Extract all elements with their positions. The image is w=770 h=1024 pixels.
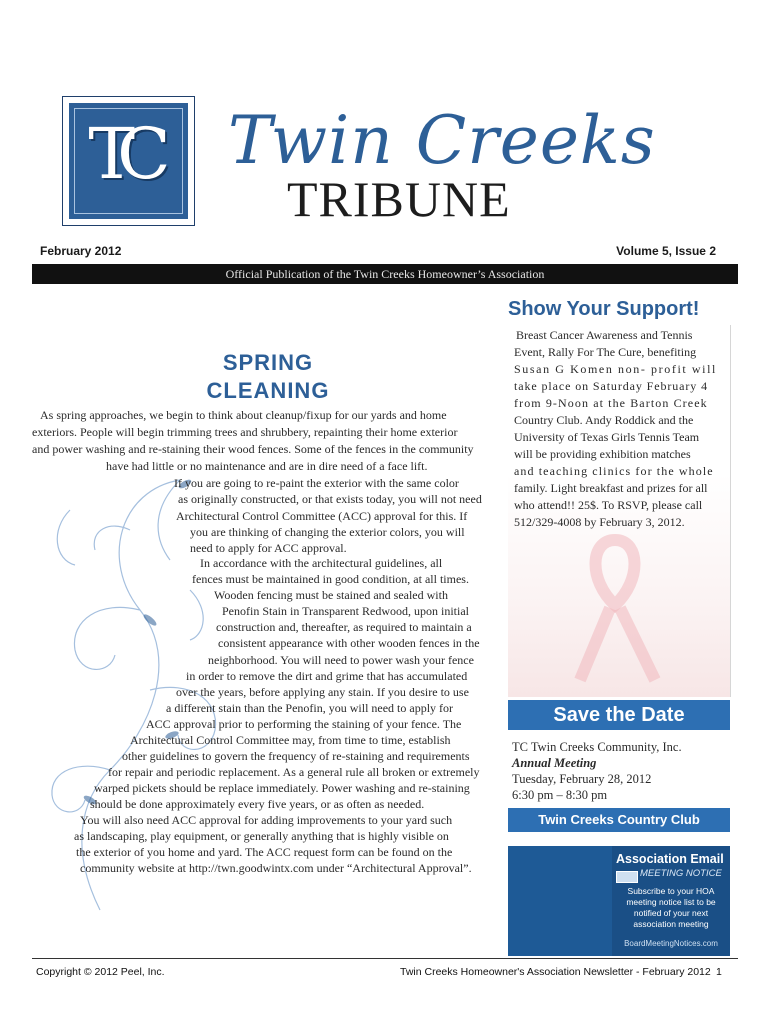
article-heading [168,349,368,405]
article-line: as originally constructed, or that exists today, you will not need [178,492,482,506]
support-line: take place on Saturday February 4 [514,379,708,393]
event-organization: TC Twin Creeks Community, Inc. [512,740,682,754]
tc-logo [62,96,195,226]
event-date: Tuesday, February 28, 2012 [512,772,652,786]
footer-copyright: Copyright © 2012 Peel, Inc. [36,966,165,978]
event-type: Annual Meeting [512,756,597,770]
support-heading: Show Your Support! [508,298,700,320]
support-line: family. Light breakfast and prizes for all [514,481,708,495]
association-email-ad[interactable] [508,846,730,956]
email-ad-panel [612,846,730,956]
article-line: exteriors. People will begin trimming trees and shrubbery, repainting their home exterior [32,425,458,439]
support-line: who attend!! 25$. To RSVP, please call [514,498,703,512]
event-time: 6:30 pm – 8:30 pm [512,788,608,802]
article-line: community website at http://twn.goodwintx.com under “Architectural Approval”. [80,861,472,875]
pink-ribbon-icon [560,520,670,690]
save-the-date-banner: Save the Date [508,700,730,730]
email-ad-title: Association Email [616,852,724,866]
article-line: neighborhood. You will need to power wash your fence [208,653,474,667]
article-line: Wooden fencing must be stained and sealed with [214,588,448,602]
issue-volume: Volume 5, Issue 2 [616,244,716,258]
article-line: Architectural Control Committee (ACC) approval for this. If [176,509,468,523]
article-line: you are thinking of changing the exterior colors, you will [190,525,465,539]
article-line: consistent appearance with other wooden fences in the [218,636,480,650]
logo-letters: TC [88,113,153,195]
support-line: Susan G Komen non- profit will [514,362,717,376]
publication-bar: Official Publication of the Twin Creeks Homeowner’s Association [32,264,738,284]
article-line: and power washing and re-staining their wood fences. Some of the fences in the community [32,442,474,456]
footer-divider [32,958,738,959]
email-ad-line: notified of your next [633,908,709,918]
support-line: Event, Rally For The Cure, benefiting [514,345,697,359]
article-line: over the years, before applying any stain. If you desire to use [176,685,469,699]
article-line: warped pickets should be replace immediately. Power washing and re-staining [94,781,470,795]
article-line: need to apply for ACC approval. [190,541,347,555]
email-ad-notice: MEETING NOTICE [640,868,722,879]
footer-title: Twin Creeks Homeowner's Association Newsletter - February 2012 [400,966,711,978]
logo-panel [67,101,190,221]
article-heading-line-1: SPRING [222,350,314,375]
email-ad-line: association meeting [633,919,709,929]
page-number: 1 [716,966,722,978]
article-line: Architectural Control Committee may, from time to time, establish [130,733,451,747]
support-line: and teaching clinics for the whole [514,464,714,478]
support-line: University of Texas Girls Tennis Team [514,430,700,444]
email-ad-line: meeting notice list to be [626,897,716,907]
article-line: If you are going to re-paint the exterior with the same color [174,476,459,490]
article-line: construction and, thereafter, as required to maintain a [216,620,472,634]
article-line: in order to remove the dirt and grime that has accumulated [186,669,468,683]
article-line: for repair and periodic replacement. As a general rule all broken or extremely [108,765,480,779]
article-line: In accordance with the architectural guidelines, all [200,556,443,570]
issue-date: February 2012 [40,244,122,258]
article-heading-line-2: CLEANING [206,378,330,403]
support-line: Country Club. Andy Roddick and the [514,413,694,427]
article-line: ACC approval prior to performing the staining of your fence. The [146,717,462,731]
support-line: from 9-Noon at the Barton Creek [514,396,708,410]
masthead-title-main: TRIBUNE [287,171,511,227]
article-line: As spring approaches, we begin to think about cleanup/fixup for our yards and home [40,408,447,422]
envelope-icon [616,871,638,883]
article-line: a different stain than the Penofin, you will need to apply for [166,701,454,715]
article-line: should be done approximately every five years, or as often as needed. [90,797,425,811]
article-line: other guidelines to govern the frequency of re-staining and requirements [122,749,470,763]
article-line: the exterior of you home and yard. The ACC request form can be found on the [76,845,453,859]
article-line: Penofin Stain in Transparent Redwood, upon initial [222,604,469,618]
support-line: Breast Cancer Awareness and Tennis [516,328,693,342]
article-line: as landscaping, play equipment, or generally anything that is highly visible on [74,829,449,843]
venue-banner: Twin Creeks Country Club [508,808,730,832]
article-line: fences must be maintained in good condition, at all times. [192,572,469,586]
email-ad-url[interactable]: BoardMeetingNotices.com [624,939,718,948]
article-line: You will also need ACC approval for adding improvements to your yard such [80,813,453,827]
support-line: 512/329-4008 by February 3, 2012. [514,515,685,529]
masthead-title-script: Twin Creeks [228,102,656,179]
article-line: have had little or no maintenance and are in dire need of a face lift. [106,459,428,473]
support-line: will be providing exhibition matches [514,447,691,461]
email-ad-line: Subscribe to your HOA [627,886,715,896]
